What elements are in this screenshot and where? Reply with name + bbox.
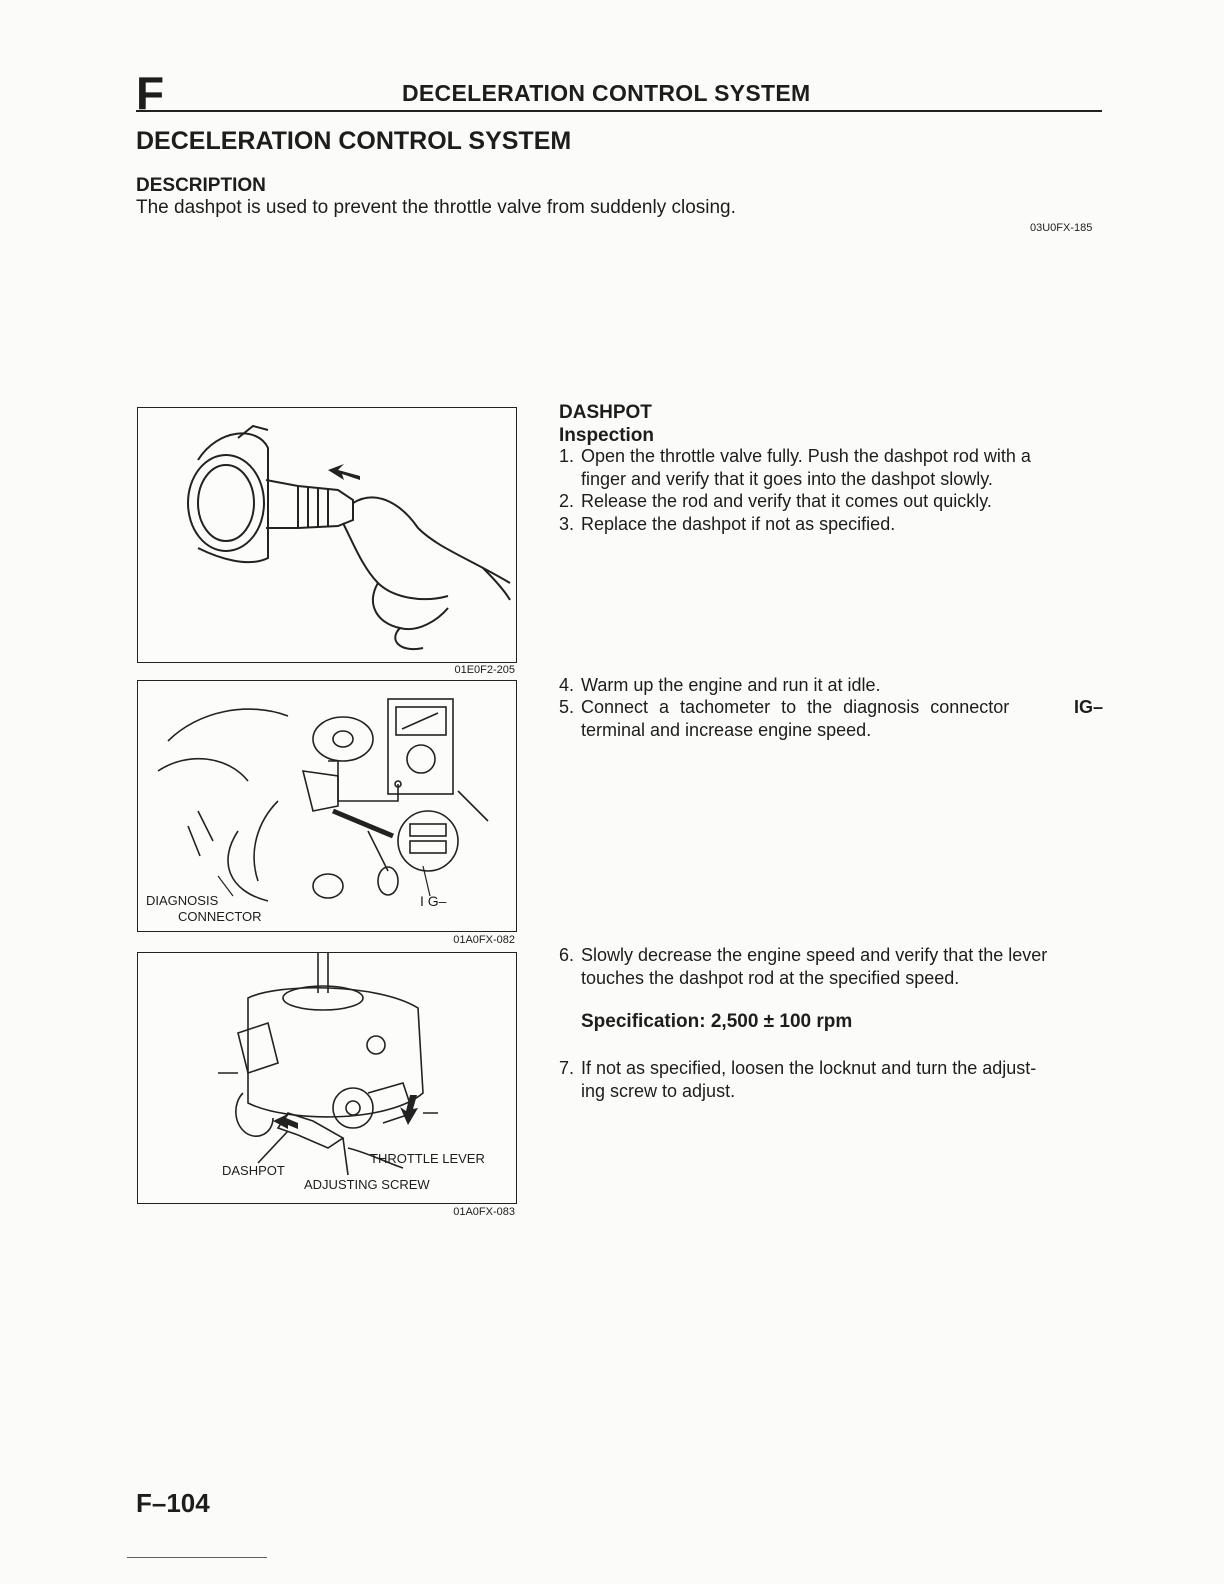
figure-throttle-adjustment [137,952,517,1204]
throttle-lever-label: THROTTLE LEVER [370,1151,485,1166]
step-number: 7. [559,1058,575,1078]
figure-dashpot-push [137,407,517,663]
page-title: DECELERATION CONTROL SYSTEM [136,127,572,155]
ig-terminal-text: IG– [1073,697,1103,717]
figure-code: 01E0F2-205 [454,664,515,676]
step-number: 1. [559,446,575,466]
connector-label: CONNECTOR [178,909,262,924]
dashpot-push-illustration [138,408,516,662]
description-text: The dashpot is used to prevent the throttle valve from suddenly closing. [136,197,736,218]
figure-code: 01A0FX-083 [453,1206,515,1218]
step-line: Replace the dashpot if not as specified. [581,514,896,534]
step-line: Connect a tachometer to the diagnosis connector [581,697,1010,717]
adjusting-screw-label: ADJUSTING SCREW [304,1177,430,1192]
step-line: terminal and increase engine speed. [581,720,872,740]
specification: Specification: 2,500 ± 100 rpm [581,1011,853,1032]
inspection-heading: Inspection [559,425,655,446]
step-number: 6. [559,945,575,965]
figure-tachometer-connection [137,680,517,932]
dashpot-label: DASHPOT [222,1163,285,1178]
dashpot-heading: DASHPOT [559,402,652,423]
figure-code: 01A0FX-082 [453,934,515,946]
section-letter: F [136,67,165,119]
footer-line [127,1557,267,1558]
step-line: If not as specified, loosen the locknut and turn the adjust- [581,1058,1037,1078]
running-header: DECELERATION CONTROL SYSTEM [402,80,811,106]
step-number: 2. [559,491,575,511]
step-line: Release the rod and verify that it comes out quickly. [581,491,992,511]
header-rule [136,110,1102,112]
diagnosis-label: DIAGNOSIS [146,893,219,908]
step-line: Warm up the engine and run it at idle. [581,675,881,695]
step-line: ing screw to adjust. [581,1081,736,1101]
step-line: finger and verify that it goes into the dashpot slowly. [581,469,993,489]
description-heading: DESCRIPTION [136,175,266,196]
step-number: 5. [559,697,575,717]
page-number: F–104 [136,1488,210,1518]
step-number: 3. [559,514,575,534]
step-line: Open the throttle valve fully. Push the dashpot rod with a [581,446,1031,466]
step-line: touches the dashpot rod at the specified speed. [581,968,960,988]
ig-terminal-label: I G– [420,893,447,909]
description-code: 03U0FX-185 [1030,222,1093,234]
step-line: Slowly decrease the engine speed and verify that the lever [581,945,1048,965]
step-number: 4. [559,675,575,695]
